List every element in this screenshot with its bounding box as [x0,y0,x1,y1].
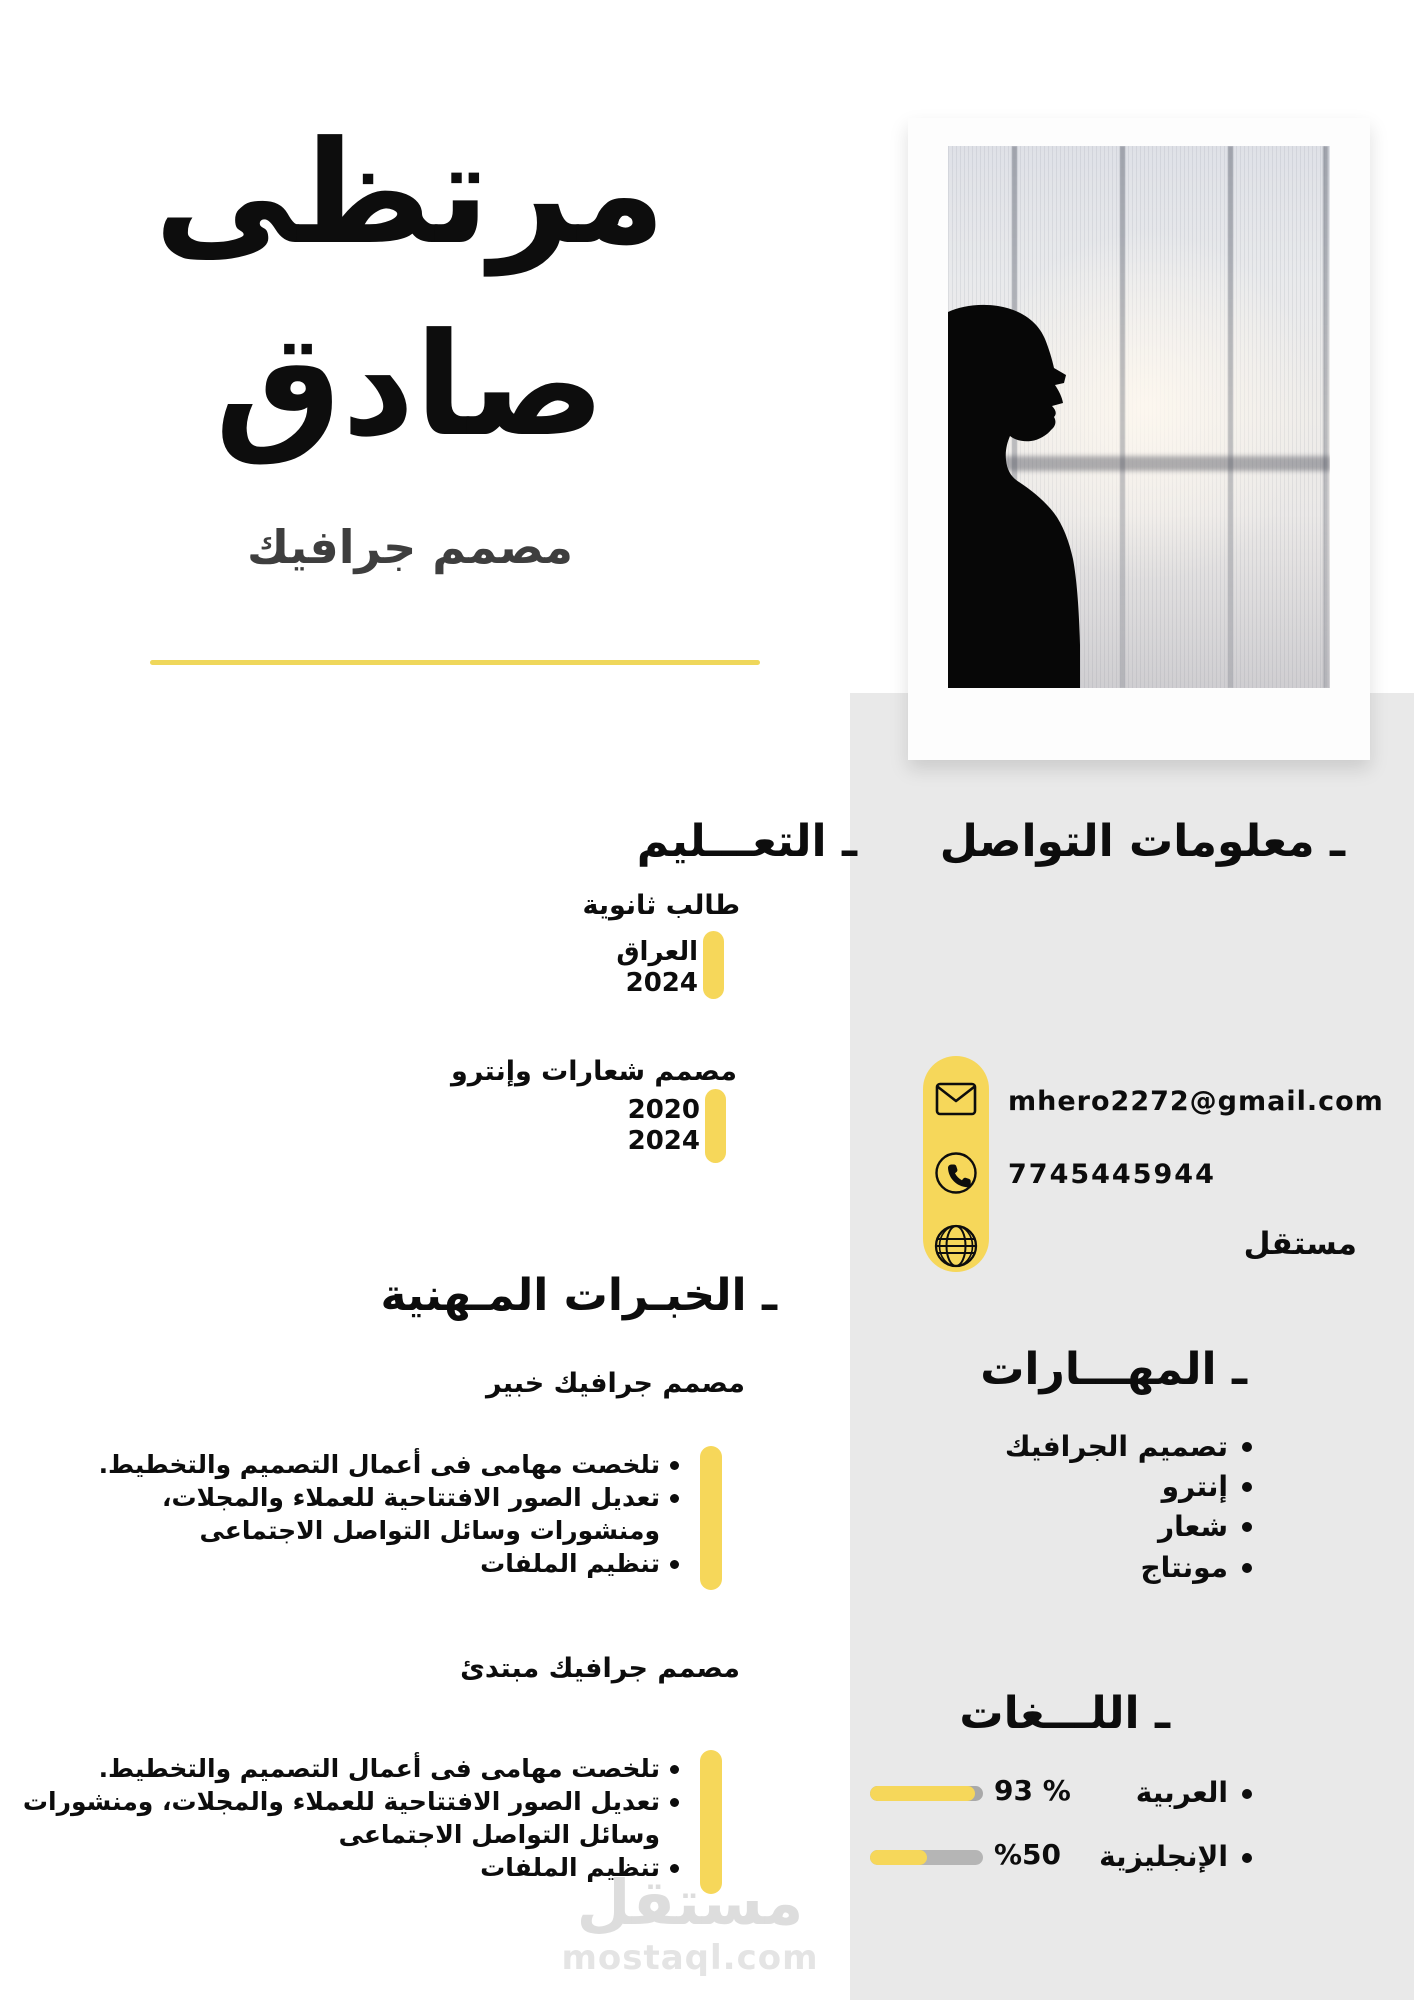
bullet-dot [670,1765,679,1774]
education-year: 2024 [625,968,698,998]
photo-frame [908,118,1370,760]
job-bullet: تعديل الصور الافتتاحية للعملاء والمجلات، ومنشورات [22,1787,660,1816]
education-accent-pill [703,931,724,999]
email-value: mhero2272@gmail.com [1008,1086,1384,1117]
education-year-to: 2024 [627,1126,700,1156]
job-bullet: تنظيم الملفات [480,1549,660,1578]
language-percent-label: 93 % [994,1774,1071,1807]
language-progress-bar [870,1786,983,1801]
watermark-logo-arabic: مستقل [576,1866,804,1939]
languages-section-heading: ـ اللـــغات [959,1688,1170,1739]
person-silhouette [948,146,1330,688]
bullet-dot [670,1798,679,1807]
skills-section-heading: ـ المهـــارات [980,1344,1247,1395]
language-progress-bar [870,1850,983,1865]
globe-icon [933,1223,979,1269]
experience-section-heading: ـ الخبـرات المـهنية [380,1270,777,1321]
language-progress-fill [870,1786,975,1801]
skill-item: شعار [1158,1510,1228,1543]
phone-icon [934,1151,978,1195]
skill-item: مونتاج [1140,1551,1228,1584]
job-bullet: تعديل الصور الافتتاحية للعملاء والمجلات، [162,1483,660,1512]
profile-photo [948,146,1330,688]
website-value: مستقل [1243,1226,1357,1262]
watermark-domain: mostaql.com [561,1938,819,1978]
contact-section-heading: ـ معلومات التواصل [939,816,1345,867]
job-bullet: تلخصت مهامى فى أعمال التصميم والتخطيط. [98,1450,660,1479]
bullet-dot [1242,1442,1252,1452]
education-location: العراق [616,937,698,967]
job-bullet-continuation: وسائل التواصل الاجتماعى [338,1820,660,1849]
job-title-junior: مصمم جرافيك مبتدئ [460,1653,740,1684]
language-progress-fill [870,1850,927,1865]
bullet-dot [670,1494,679,1503]
bullet-dot [670,1560,679,1569]
name-first: مرتظى [154,111,666,276]
job-bullet-continuation: ومنشورات وسائل التواصل الاجتماعى [199,1516,660,1545]
skill-item: تصميم الجرافيك [1004,1430,1228,1463]
job-bullet: تنظيم الملفات [480,1853,660,1882]
bullet-dot [1242,1853,1252,1863]
skill-item: إنترو [1161,1470,1228,1503]
bullet-dot [1242,1563,1252,1573]
language-name: الإنجليزية [1099,1840,1228,1873]
bullet-dot [1242,1482,1252,1492]
bullet-dot [670,1461,679,1470]
education-item-title: طالب ثانوية [582,890,740,921]
bullet-dot [1242,1522,1252,1532]
job-title: مصمم جرافيك [247,520,573,574]
education-section-heading: ـ التعـــليم [636,816,857,867]
job-bullet: تلخصت مهامى فى أعمال التصميم والتخطيط. [98,1754,660,1783]
phone-value: 7745445944 [1008,1159,1216,1190]
envelope-icon [935,1082,977,1116]
education-item-title: مصمم شعارات وإنترو [450,1056,737,1087]
name-last: صادق [214,303,606,468]
language-name: العربية [1135,1776,1228,1809]
language-percent-label: %50 [994,1838,1062,1871]
education-year-from: 2020 [627,1095,700,1125]
job-title-expert: مصمم جرافيك خبير [485,1368,745,1399]
accent-divider-line [150,660,760,665]
education-accent-pill [705,1089,726,1163]
experience-accent-pill [700,1446,722,1590]
bullet-dot [1242,1789,1252,1799]
